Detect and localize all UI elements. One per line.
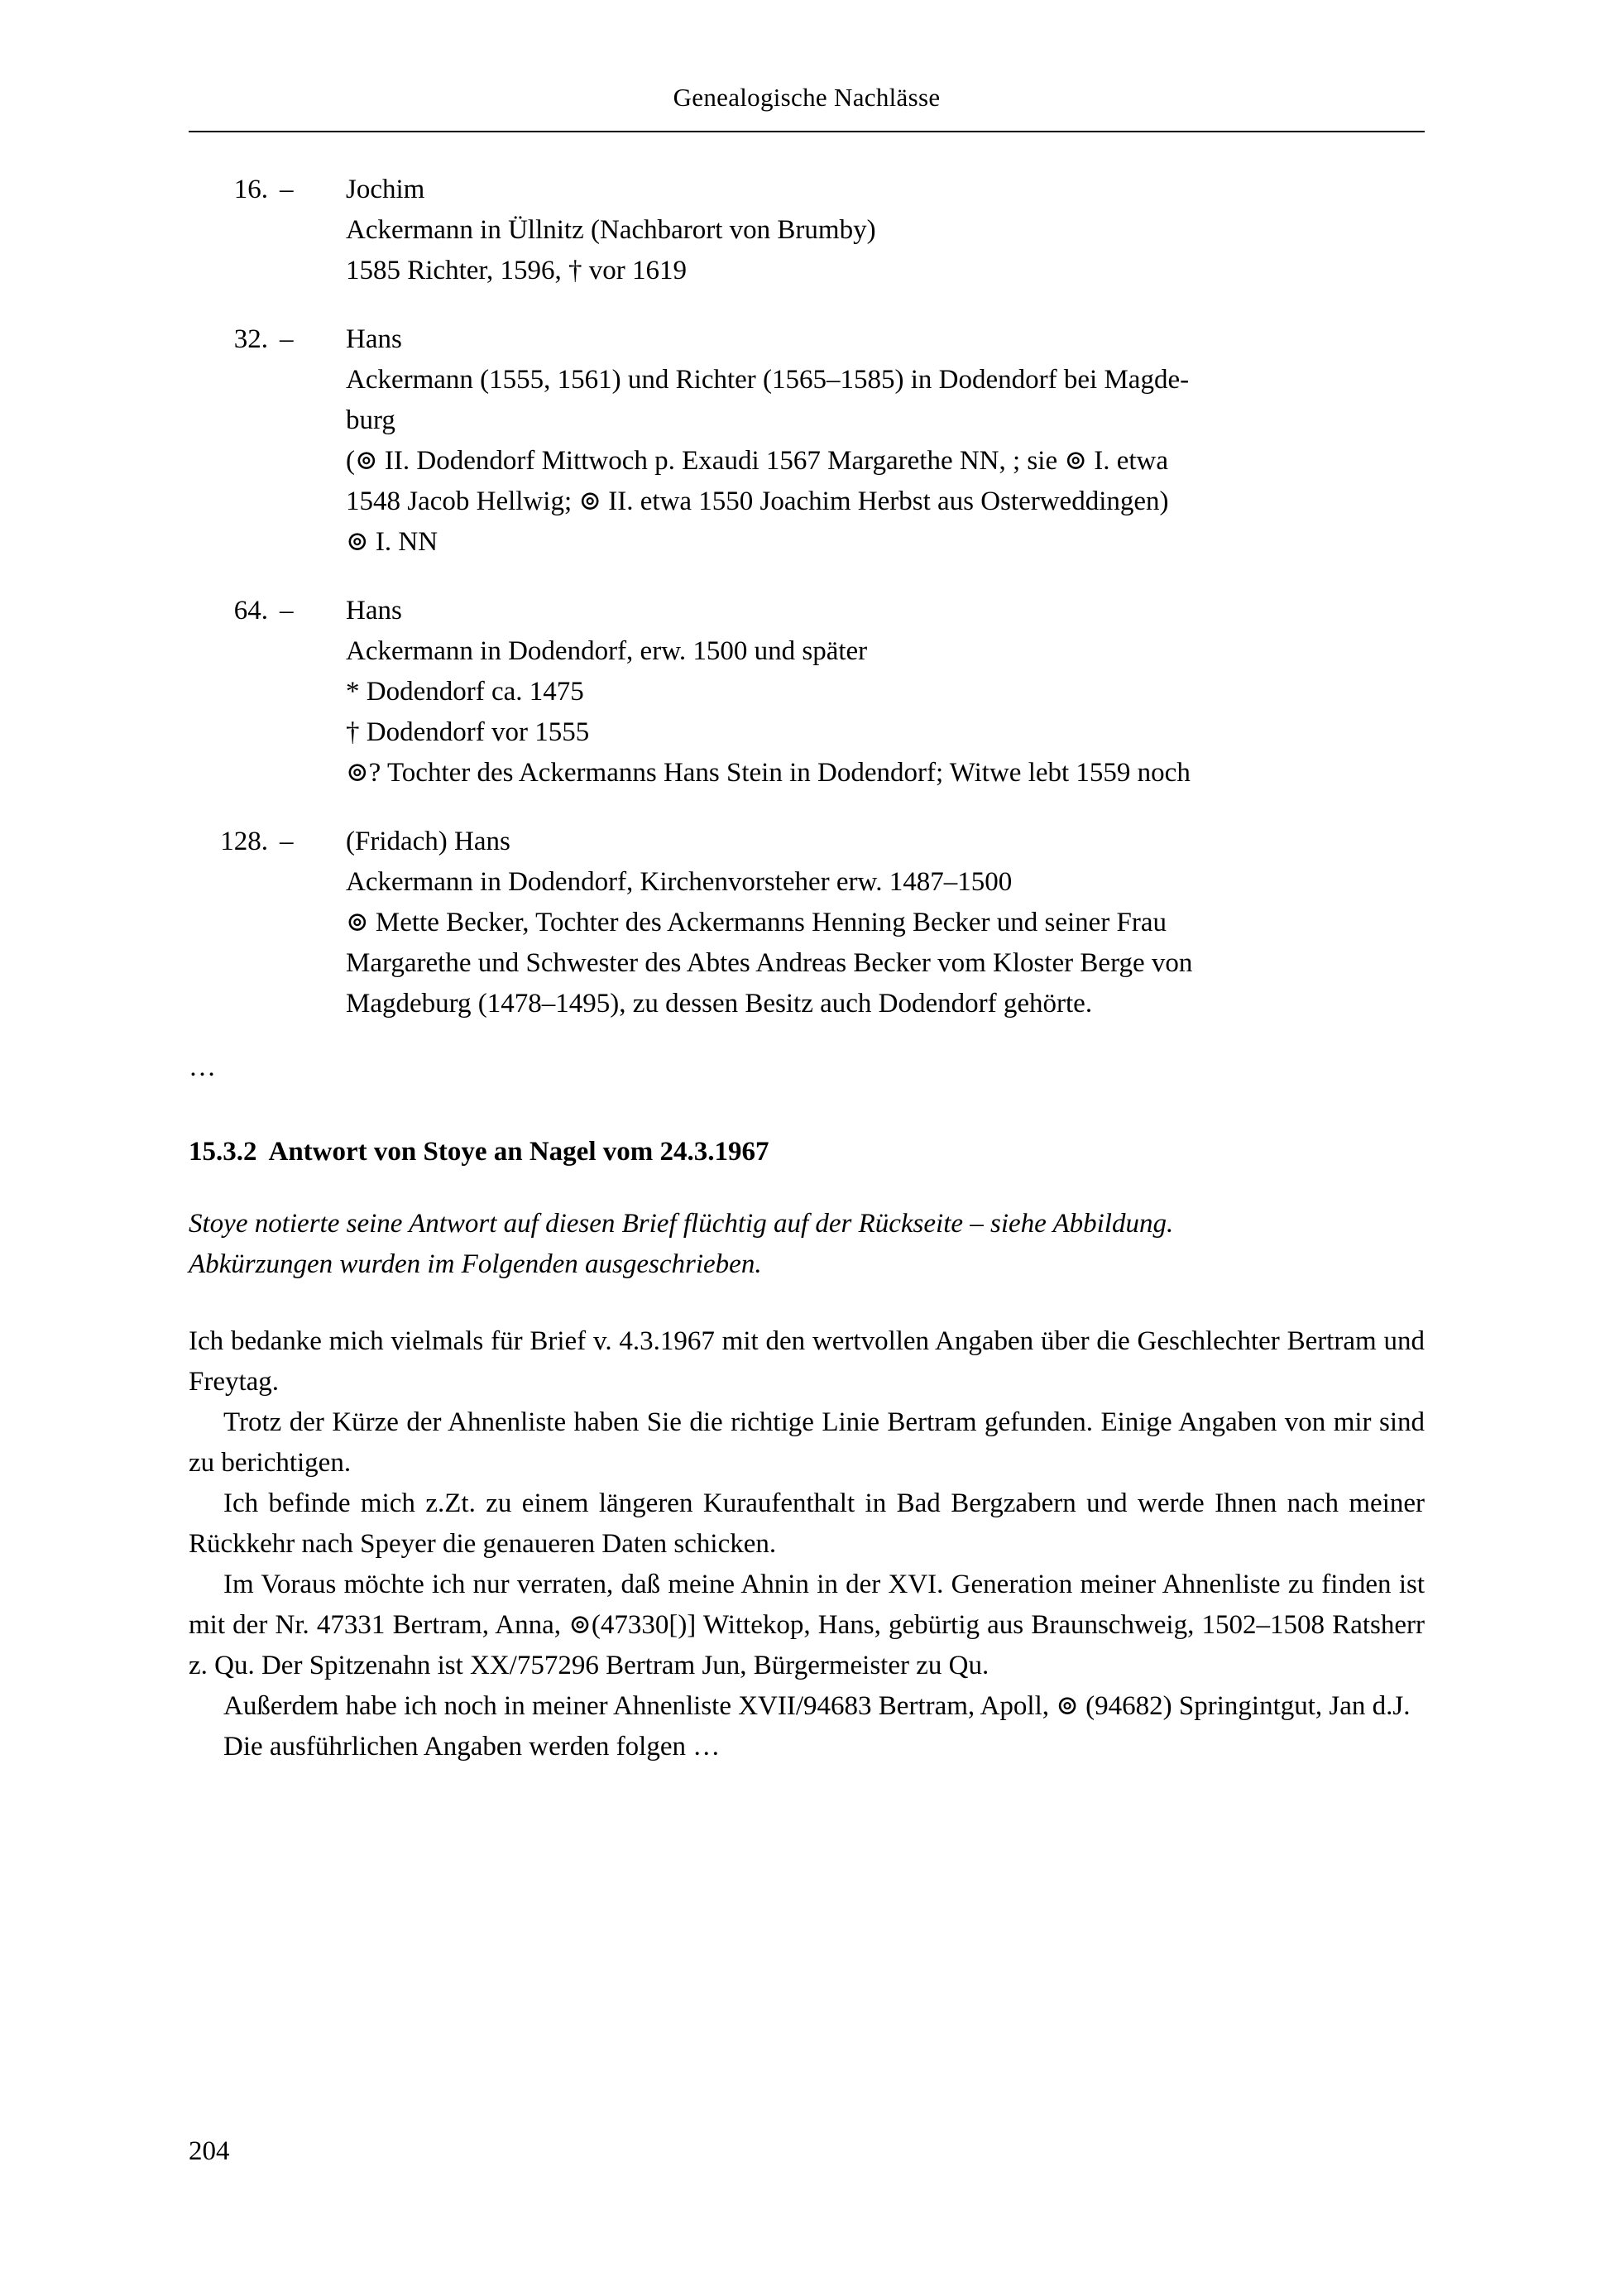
section-number: 15.3.2 [189, 1137, 257, 1167]
letter-paragraph: Ich befinde mich z.Zt. zu einem längeren Kuraufenthalt in Bad Bergzabern und werde Ihnen nach meiner Rückkehr nach Speyer die genaueren Daten schicken. [189, 1488, 1425, 1559]
running-head-rule [189, 131, 1425, 132]
ancestor-entry-body [346, 591, 1425, 793]
ancestor-entry-line: Ackermann (1555, 1561) und Richter (1565–1585) in Dodendorf bei Magde- [346, 365, 1190, 395]
page-number: 204 [189, 2136, 230, 2166]
ancestor-number-value: 64. [233, 596, 268, 626]
ancestor-entry-number [189, 319, 346, 360]
letter-paragraph: Ich bedanke mich vielmals für Brief v. 4.3.1967 mit den wertvollen Angaben über die Geschlechter Bertram und Freytag. [189, 1326, 1425, 1397]
letter-paragraph: Die ausführlichen Angaben werden folgen … [223, 1732, 721, 1762]
section-title: Antwort von Stoye an Nagel vom 24.3.1967 [268, 1137, 769, 1167]
ancestor-entry-line-birth: * Dodendorf ca. 1475 [346, 677, 584, 707]
ancestor-entry-body [346, 319, 1425, 563]
ancestor-entry-line: Hans [346, 324, 402, 354]
list-continuation-ellipsis: … [189, 1052, 216, 1082]
running-head: Genealogische Nachlässe [673, 83, 941, 112]
ancestor-number-value: 128. [220, 827, 268, 856]
section-heading [189, 1133, 1425, 1171]
ancestor-number-dash: – [280, 324, 294, 354]
ancestor-entry-line: ⊚ I. NN [346, 527, 438, 557]
ancestor-entry-line: burg [346, 405, 395, 435]
ancestor-entry-line: Jochim [346, 175, 425, 204]
ancestor-entry-line: (⊚ II. Dodendorf Mittwoch p. Exaudi 1567 Margarethe NN, ; sie ⊚ I. etwa [346, 446, 1169, 476]
ancestor-entry [189, 170, 1425, 291]
ancestor-entry-body [346, 822, 1425, 1024]
ancestor-entry-number [189, 591, 346, 631]
ancestor-entry-number [189, 170, 346, 210]
ancestor-number-value: 32. [233, 324, 268, 354]
ancestor-entry-line: Hans [346, 596, 402, 626]
ancestor-number-dash: – [280, 596, 294, 626]
editorial-note-line: Abkürzungen wurden im Folgenden ausgeschrieben. [189, 1249, 762, 1279]
letter-paragraph: Außerdem habe ich noch in meiner Ahnenliste XVII/94683 Bertram, Apoll, ⊚ (94682) Springintgut, Jan d.J. [223, 1691, 1411, 1721]
ancestor-number-value: 16. [233, 175, 268, 204]
ancestor-number-dash: – [280, 175, 294, 204]
ancestor-entry-line-marriage: ⊚ Mette Becker, Tochter des Ackermanns Henning Becker und seiner Frau [346, 908, 1167, 937]
ancestor-entry-body [346, 170, 1425, 291]
editorial-note [189, 1204, 1425, 1285]
letter-paragraph: Trotz der Kürze der Ahnenliste haben Sie die richtige Linie Bertram gefunden. Einige Angaben von mir sind zu berichtigen. [189, 1407, 1425, 1478]
editorial-note-line: Stoye notierte seine Antwort auf diesen Brief flüchtig auf der Rückseite – siehe Abbildung. [189, 1209, 1174, 1239]
ancestor-entry-line: Ackermann in Dodendorf, erw. 1500 und später [346, 636, 868, 666]
ancestor-entry-line: 1585 Richter, 1596, † vor 1619 [346, 256, 688, 285]
ancestor-entry-line-marriage: ⊚? Tochter des Ackermanns Hans Stein in Dodendorf; Witwe lebt 1559 noch [346, 758, 1191, 788]
page-content [189, 170, 1425, 1767]
ancestor-entry-number [189, 822, 346, 862]
ancestor-entry-line: 1548 Jacob Hellwig; ⊚ II. etwa 1550 Joachim Herbst aus Osterweddingen) [346, 487, 1169, 516]
ancestor-entry [189, 319, 1425, 563]
letter-paragraph: Im Voraus möchte ich nur verraten, daß meine Ahnin in der XVI. Generation meiner Ahnenliste zu finden ist mit der Nr. 47331 Bertram, Anna, ⊚(47330[)] Wittekop, Hans, gebürtig aus Braunschweig, 1502–1508 Ratsherr z. Qu. Der Spitzenahn ist XX/757296 Bertram Jun, Bürgermeister zu Qu. [189, 1570, 1425, 1680]
ancestor-entry-line: (Fridach) Hans [346, 827, 510, 856]
ancestor-entry-line: Ackermann in Dodendorf, Kirchenvorsteher erw. 1487–1500 [346, 867, 1013, 897]
ancestor-number-dash: – [280, 827, 294, 856]
ancestor-entry-line: Magdeburg (1478–1495), zu dessen Besitz auch Dodendorf gehörte. [346, 989, 1093, 1019]
ancestor-entry-line: Margarethe und Schwester des Abtes Andreas Becker vom Kloster Berge von [346, 948, 1193, 978]
ancestor-entry [189, 591, 1425, 793]
ancestor-entry-line-death: † Dodendorf vor 1555 [346, 717, 590, 747]
ancestor-entry [189, 822, 1425, 1024]
ancestor-entry-line: Ackermann in Üllnitz (Nachbarort von Brumby) [346, 215, 876, 245]
